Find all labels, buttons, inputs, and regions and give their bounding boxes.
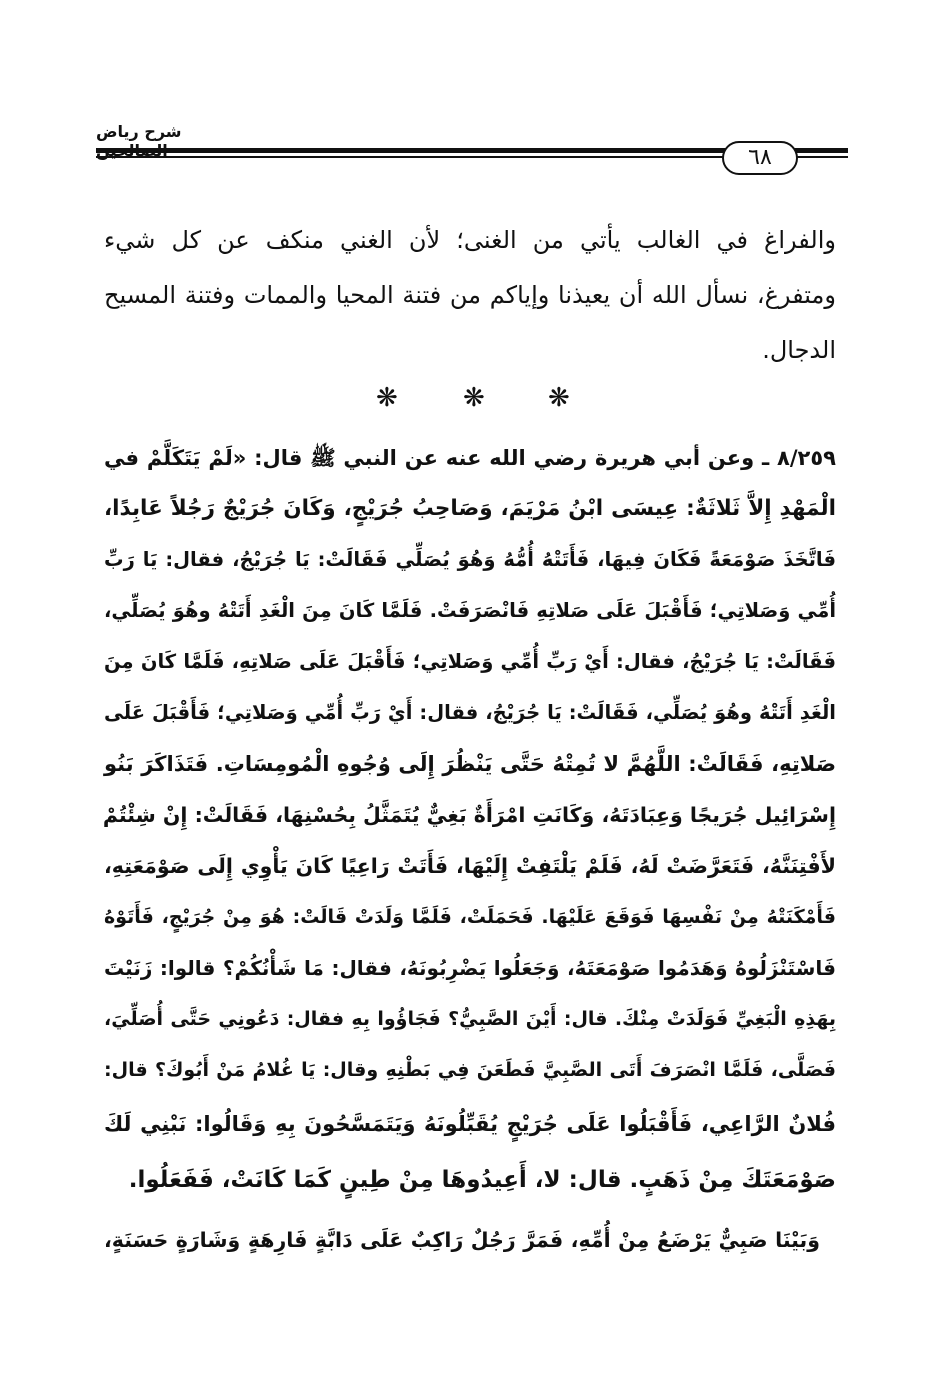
separator-star: ❋ (463, 383, 485, 413)
page-number: ٦٨ (722, 141, 798, 175)
intro-line: ومتفرغ، نسأل الله أن يعيذنا وإياكم من فتنة المحيا والممات وفتنة المسيح (104, 281, 836, 309)
hadith-line: فَاتَّخَذَ صَوْمَعَةً فَكَانَ فِيهَا، فَأَتَتْهُ أُمُّهُ وَهُوَ يُصَلِّي فَقَالَتْ: يَا جُرَيْجُ، فقال: يَا رَبِّ (104, 548, 836, 571)
hadith-line: فَأَمْكَنَتْهُ مِنْ نَفْسِهَا فَوَقَعَ عَلَيْهَا. فَحَمَلَتْ، فَلَمَّا وَلَدَتْ قَالَتْ: هُوَ مِنْ جُرَيْجٍ، فَأَتَوْهُ (104, 906, 836, 928)
hadith-line: الْمَهْدِ إِلاَّ ثَلاثَةٌ: عِيسَى ابْنُ مَرْيَمَ، وَصَاحِبُ جُرَيْجٍ، وَكَانَ جُرَيْجٌ رَجُلاً عَابِدًا، (104, 496, 836, 521)
book-title: شرح رياض (96, 122, 182, 141)
intro-line: الدجال. (762, 336, 836, 364)
hadith-line: وَبَيْنَا صَبِيٌّ يَرْضَعُ مِنْ أُمِّهِ، فَمَرَّ رَجُلٌ رَاكِبٌ عَلَى دَابَّةٍ فَارِهَةٍ وَشَارَةٍ حَسَنَةٍ، (104, 1228, 820, 1252)
hadith-line: لأَفْتِنَنَّهُ، فَتَعَرَّضَتْ لَهُ، فَلَمْ يَلْتَفِتْ إِلَيْهَا، فَأَتَتْ رَاعِيًا كَانَ يَأْوِي إِلَى صَوْمَعَتِهِ، (104, 854, 836, 878)
hadith-line: ٨/٢٥٩ ـ وعن أبي هريرة رضي الله عنه عن النبي ﷺ قال: «لَمْ يَتَكَلَّمْ في (104, 446, 836, 470)
hadith-line: صَلاتِهِ، فَقَالَتْ: اللَّهُمَّ لا تُمِتْهُ حَتَّى يَنْظُرَ إِلَى وُجُوهِ الْمُومِسَاتِ. فَتَذَاكَرَ بَنُو (104, 752, 836, 776)
hadith-line: صَوْمَعَتَكَ مِنْ ذَهَبٍ. قال: لا، أَعِيدُوهَا مِنْ طِينٍ كَمَا كَانَتْ، فَفَعَلُوا. (128, 1167, 836, 1193)
hadith-line: بِهَذِهِ الْبَغِيِّ فَوَلَدَتْ مِنْكَ. قال: أَيْنَ الصَّبِيُّ؟ فَجَاؤُوا بِهِ فقال: دَعُونِي حَتَّى أُصَلِّيَ، (104, 1008, 836, 1030)
hadith-line: الْغَدِ أَتَتْهُ وهُوَ يُصَلِّي، فَقَالَتْ: يَا جُرَيْجُ، فقال: أَيْ رَبِّ أُمِّي وَصَلاتِي؛ فَأَقْبَلَ عَلَى (104, 701, 836, 724)
hadith-line: إِسْرَائِيل جُرَيجًا وَعِبَادَتَهُ، وَكَانَتِ امْرَأَةٌ بَغِيٌّ يُتَمَثَّلُ بِحُسْنِهَا، فَقَالَتْ: إِنْ شِئْتُمْ (102, 803, 836, 827)
hadith-line: فَصَلَّى، فَلَمَّا انْصَرَفَ أَتَى الصَّبِيَّ فَطَعَنَ فِي بَطْنِهِ وقال: يَا غُلامُ مَنْ أَبُوكَ؟ قال: (104, 1059, 836, 1081)
hadith-line: أُمِّي وَصَلاتِي؛ فَأَقْبَلَ عَلَى صَلاتِهِ فَانْصَرَفَتْ. فَلَمَّا كَانَ مِنَ الْغَدِ أَتَتْهُ وهُوَ يُصَلِّي، (104, 599, 836, 622)
hadith-line: فَاسْتَنْزَلُوهُ وَهَدَمُوا صَوْمَعَتَهُ، وَجَعَلُوا يَضْرِبُونَهُ، فقال: مَا شَأْنُكُمْ؟ قالوا: زَنَيْتَ (104, 956, 836, 980)
separator-star: ❋ (548, 383, 570, 413)
hadith-line: فَقَالَتْ: يَا جُرَيْجُ، فقال: أَيْ رَبِّ أُمِّي وَصَلاتِي؛ فَأَقْبَلَ عَلَى صَلاتِهِ، فَلَمَّا كَانَ مِنَ (104, 650, 836, 673)
star-separator (0, 378, 952, 418)
separator-star: ❋ (376, 383, 398, 413)
hadith-line: فُلانٌ الرَّاعِي، فَأَقْبَلُوا عَلَى جُرَيْجٍ يُقَبِّلُونَهُ وَيَتَمَسَّحُونَ بِهِ وَقَالُوا: نَبْنِي لَكَ (104, 1112, 836, 1136)
intro-line: والفراغ في الغالب يأتي من الغنى؛ لأن الغني منكف عن كل شيء (104, 226, 836, 254)
